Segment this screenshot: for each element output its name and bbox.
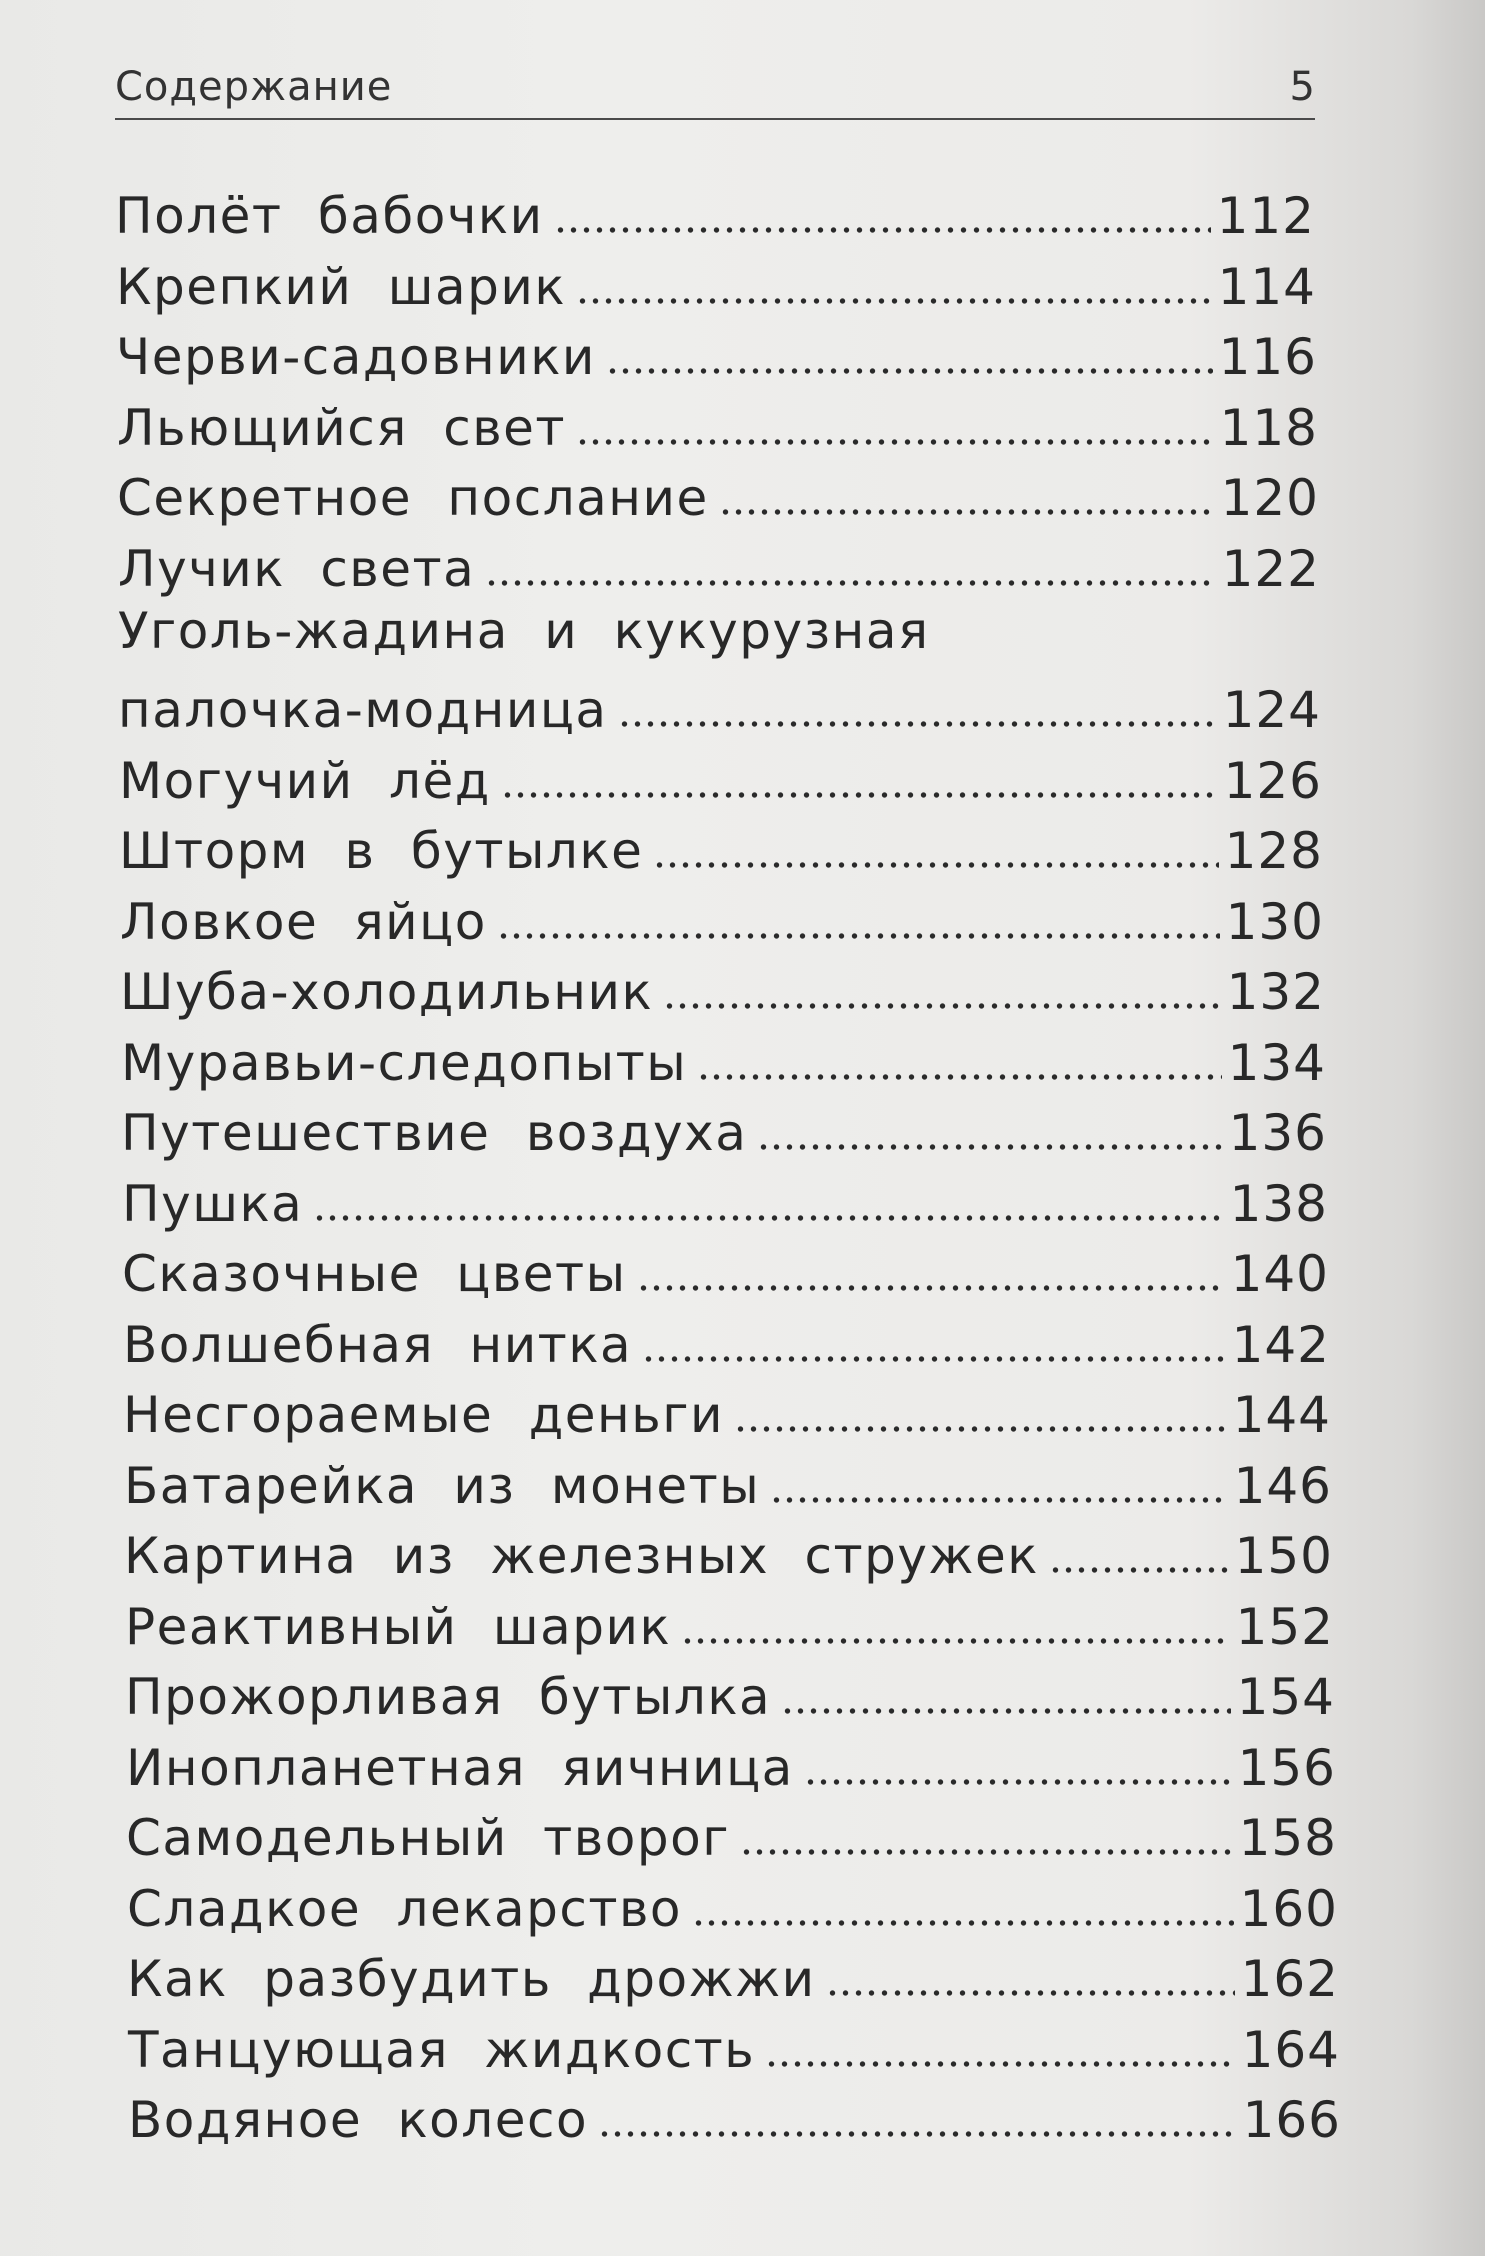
toc-entry-title: Путешествие воздуха [121,1104,748,1162]
toc-entry [119,735,1322,810]
toc-entry-title: Ловкое яйцо [120,893,487,951]
toc-entry-title: Реактивный шарик [125,1598,672,1656]
toc-entry [116,241,1316,316]
toc-leader-dots [765,2059,1235,2069]
toc-entry-title: Водяное колесо [128,2091,589,2149]
toc-entry-page: 132 [1226,963,1325,1021]
toc-entry-title: Несгораемые деньги [123,1386,724,1444]
toc-entry [123,1369,1331,1444]
toc-leader-dots [681,1636,1229,1646]
header-page-number: 5 [1289,64,1315,110]
toc-entry-page: 126 [1223,752,1322,810]
toc-entry [122,1228,1329,1303]
toc-leader-dots [554,225,1211,235]
toc-entry-title: Шуба-холодильник [120,963,654,1021]
toc-entry-page: 166 [1242,2091,1341,2149]
toc-entry [116,311,1317,386]
toc-entry [126,1792,1337,1867]
toc-entry-title: Волшебная нитка [123,1316,633,1374]
toc-entry-title: Шторм в бутылке [119,822,644,880]
toc-entry-title: Танцующая жидкость [128,2021,756,2079]
toc-entry-page: 130 [1225,893,1324,951]
toc-entry-page: 152 [1235,1598,1334,1656]
toc-entry-title: Сладкое лекарство [127,1880,682,1938]
toc-entry-title: Прожорливая бутылка [125,1668,772,1726]
toc-entry-page: 124 [1222,681,1321,739]
toc-leader-dots [497,931,1220,941]
toc-entry-title: Крепкий шарик [116,258,567,316]
toc-entry [121,1087,1327,1162]
toc-entry [121,1017,1326,1092]
toc-entry-page: 112 [1216,187,1315,245]
toc-entry [128,2004,1340,2079]
toc-entry-page: 122 [1221,540,1320,598]
toc-leader-dots [734,1424,1227,1434]
toc-entry [117,452,1319,527]
toc-entry-title: Пушка [122,1175,304,1233]
toc-entry-page: 138 [1229,1175,1328,1233]
toc-entry-page: 128 [1224,822,1323,880]
toc-leader-dots [485,578,1215,588]
toc-entry-title: палочка-модница [118,681,608,739]
toc-entry-page: 136 [1228,1104,1327,1162]
toc-entry-page: 142 [1231,1316,1330,1374]
toc-entry-title-line1: Уголь-жадина и кукурузная [118,602,930,660]
toc-entry-page: 164 [1241,2021,1340,2079]
toc-entry-page: 146 [1233,1457,1332,1515]
toc-entry-title: Могучий лёд [119,752,491,810]
toc-leader-dots [663,1001,1220,1011]
toc-leader-dots [770,1495,1227,1505]
toc-entry [118,523,1320,598]
toc-entry-title: Картина из железных стружек [124,1527,1039,1585]
toc-entry [120,946,1325,1021]
toc-entry [126,1722,1336,1797]
toc-leader-dots [598,2129,1236,2139]
toc-entry-page: 150 [1234,1527,1333,1585]
toc-entry-title: Полёт бабочки [115,187,544,245]
toc-entry-page: 116 [1218,328,1317,386]
toc-entry-page: 154 [1236,1668,1335,1726]
toc-leader-dots [313,1213,1223,1223]
header-title: Содержание [115,64,393,110]
toc-entry [124,1510,1333,1585]
toc-entry-title: Лучик света [118,540,476,598]
toc-leader-dots [781,1706,1230,1716]
toc-entry [125,1581,1334,1656]
toc-leader-dots [757,1142,1222,1152]
toc-leader-dots [740,1847,1233,1857]
toc-entry-title: Батарейка из монеты [124,1457,761,1515]
toc-entry-title: Самодельный творог [126,1809,730,1867]
toc-entry-page: 156 [1237,1739,1336,1797]
toc-entry-title: Муравьи-следопыты [121,1034,688,1092]
toc-entry-page: 144 [1232,1386,1331,1444]
toc-entry [127,1933,1339,2008]
toc-entry [125,1651,1335,1726]
toc-entry [119,805,1323,880]
running-header [115,58,1315,120]
toc-entry [117,382,1318,457]
toc-entry-page: 120 [1220,469,1319,527]
toc-entry-page: 158 [1238,1809,1337,1867]
toc-entry [118,664,1321,739]
toc-entry [115,170,1315,245]
toc-leader-dots [697,1072,1221,1082]
toc-leader-dots [576,296,1211,306]
toc-leader-dots [653,860,1218,870]
toc-entry [122,1158,1328,1233]
toc-entry [124,1440,1332,1515]
toc-entry [123,1299,1330,1374]
toc-entry-title: Как разбудить дрожжи [127,1950,816,2008]
toc-entry [120,876,1324,951]
toc-entry-title: Секретное послание [117,469,709,527]
toc-leader-dots [804,1777,1232,1787]
toc-entry-page: 118 [1219,399,1318,457]
toc-entry-page: 140 [1230,1245,1329,1303]
toc-entry-title: Льющийся свет [117,399,567,457]
toc-entry [127,1863,1338,1938]
toc-entry-title: Инопланетная яичница [126,1739,794,1797]
toc-leader-dots [642,1354,1225,1364]
toc-entry-page: 162 [1240,1950,1339,2008]
toc-leader-dots [692,1918,1234,1928]
toc-entry-title: Сказочные цветы [122,1245,627,1303]
toc-entry-page: 134 [1227,1034,1326,1092]
toc-leader-dots [719,507,1215,517]
toc-leader-dots [576,437,1214,447]
toc-entry-page: 160 [1239,1880,1338,1938]
toc-leader-dots [1049,1565,1229,1575]
toc-entry-title: Черви-садовники [116,328,596,386]
toc-leader-dots [606,366,1213,376]
toc-entry-page: 114 [1217,258,1316,316]
toc-entry [128,2074,1341,2149]
toc-leader-dots [501,790,1218,800]
toc-leader-dots [826,1988,1235,1998]
toc-leader-dots [637,1283,1225,1293]
toc-leader-dots [618,719,1217,729]
